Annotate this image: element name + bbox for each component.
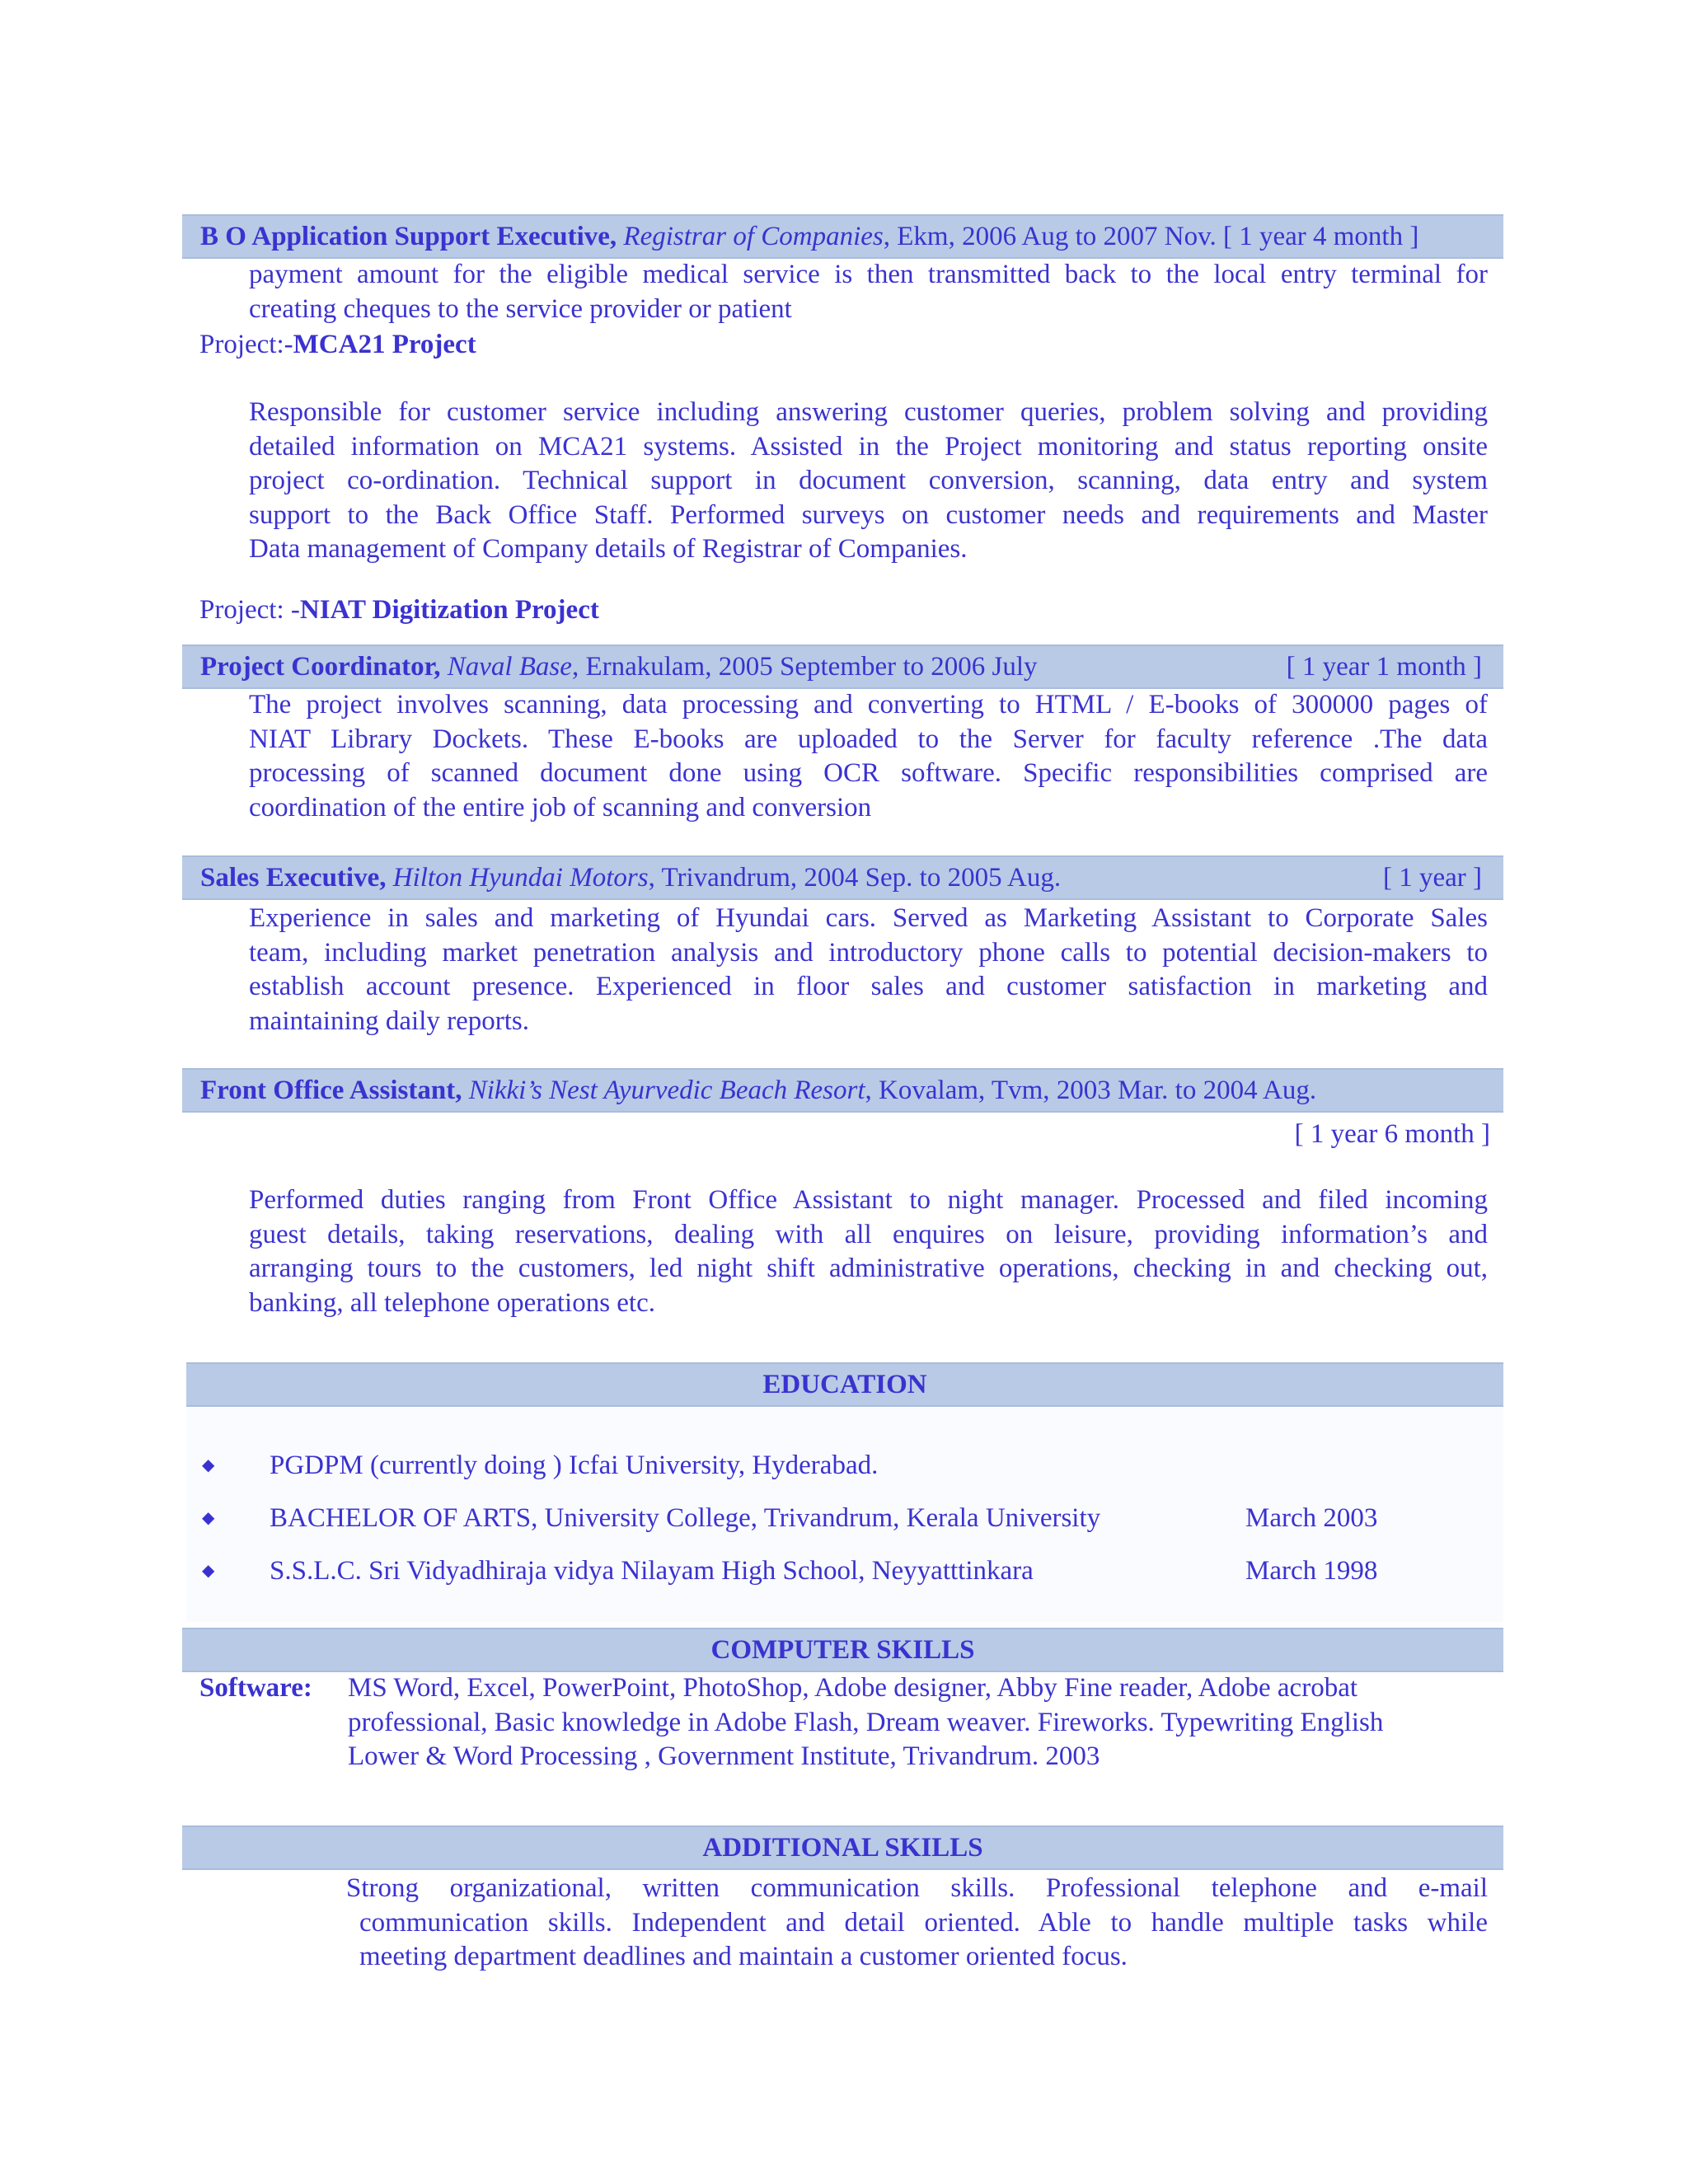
diamond-bullet-icon: ◆: [202, 1562, 215, 1580]
text-line: arranging tours to the customers, led night shift administrative operations, checking in and checking out,: [249, 1254, 1488, 1283]
education-text: BACHELOR OF ARTS, University College, Trivandrum, Kerala University: [270, 1503, 1101, 1533]
text-line: detailed information on MCA21 systems. Assisted in the Project monitoring and status reporting onsite: [249, 431, 1488, 462]
text-line: creating cheques to the service provider or patient: [249, 293, 792, 324]
text-line: MS Word, Excel, PowerPoint, PhotoShop, Adobe designer, Abby Fine reader, Adobe acrobat: [348, 1673, 1358, 1703]
text-line: establish account presence. Experienced in floor sales and customer satisfaction in marketing and: [249, 972, 1488, 1001]
job-title: Sales Executive,: [200, 863, 387, 893]
education-text: PGDPM (currently doing ) Icfai University, Hyderabad.: [270, 1451, 879, 1480]
education-text: S.S.L.C. Sri Vidyadhiraja vidya Nilayam High School, Neyyatttinkara: [270, 1556, 1034, 1586]
project-prefix: Project:-: [199, 330, 293, 359]
project-label-niat: [199, 593, 599, 627]
text-line: team, including market penetration analysis and introductory phone calls to potential decision-makers to: [249, 937, 1488, 968]
project-label-mca21: [199, 328, 476, 362]
text-line: Lower & Word Processing , Government Institute, Trivandrum. 2003: [348, 1741, 1100, 1771]
job-description: [249, 902, 1488, 1038]
project-name: MCA21 Project: [293, 330, 476, 359]
job-details: , Ekm, 2006 Aug to 2007 Nov.: [883, 222, 1217, 251]
section-heading-additional-skills: ADDITIONAL SKILLS: [182, 1825, 1503, 1870]
project-prefix: Project: -: [199, 595, 300, 625]
job-description: [249, 258, 1488, 326]
job-title: B O Application Support Executive,: [200, 222, 617, 251]
skills-label: Software:: [199, 1673, 312, 1703]
job-company: Registrar of Companies: [623, 222, 884, 251]
job-description: [249, 688, 1488, 825]
education-date: March 2003: [1245, 1503, 1378, 1533]
text-line: meeting department deadlines and maintain a customer oriented focus.: [359, 1942, 1128, 1971]
additional-skills-text: [346, 1872, 1488, 1975]
project-name: NIAT Digitization Project: [299, 595, 599, 625]
text-line: banking, all telephone operations etc.: [249, 1287, 656, 1318]
job-header-front-office-assistant: [182, 1068, 1503, 1113]
text-line: Data management of Company details of Registrar of Companies.: [249, 534, 968, 564]
text-line: Responsible for customer service including answering customer queries, problem solving and providing: [249, 397, 1488, 427]
job-duration: [ 1 year 1 month ]: [1286, 652, 1482, 682]
text-line: Performed duties ranging from Front Office Assistant to night manager. Processed and filed incoming: [249, 1185, 1488, 1215]
text-line: Strong organizational, written communication skills. Professional telephone and e-mail: [346, 1873, 1488, 1903]
job-header-project-coordinator: [182, 644, 1503, 689]
job-company: Nikki’s Nest Ayurvedic Beach Resort: [468, 1076, 865, 1105]
job-details: , Trivandrum, 2004 Sep. to 2005 Aug.: [648, 863, 1062, 893]
text-line: NIAT Library Dockets. These E-books are uploaded to the Server for faculty reference .The data: [249, 724, 1488, 754]
job-details: , Kovalam, Tvm, 2003 Mar. to 2004 Aug.: [865, 1076, 1317, 1105]
text-line: guest details, taking reservations, dealing with all enquires on leisure, providing information’s and: [249, 1219, 1488, 1249]
job-company: Naval Base: [447, 652, 572, 682]
text-line: maintaining daily reports.: [249, 1005, 530, 1036]
job-company: Hilton Hyundai Motors: [392, 863, 649, 893]
text-line: The project involves scanning, data processing and converting to HTML / E-books of 300000 pages of: [249, 690, 1488, 719]
section-heading-computer-skills: COMPUTER SKILLS: [182, 1628, 1503, 1672]
text-line: communication skills. Independent and detail oriented. Able to handle multiple tasks while: [359, 1907, 1488, 1938]
job-duration: [ 1 year 4 month ]: [1222, 222, 1419, 251]
text-line: professional, Basic knowledge in Adobe Flash, Dream weaver. Fireworks. Typewriting English: [348, 1707, 1384, 1737]
job-header-bo-application-support: [182, 214, 1503, 259]
diamond-bullet-icon: ◆: [202, 1509, 215, 1527]
job-description: [249, 1183, 1488, 1320]
text-line: payment amount for the eligible medical service is then transmitted back to the local entry terminal for: [249, 260, 1488, 289]
education-date: March 1998: [1245, 1556, 1378, 1586]
skills-text: [348, 1671, 1502, 1774]
text-line: processing of scanned document done using OCR software. Specific responsibilities comprised are: [249, 758, 1488, 788]
job-details: , Ernakulam, 2005 September to 2006 July: [571, 652, 1038, 682]
text-line: coordination of the entire job of scanning and conversion: [249, 792, 872, 823]
text-line: Experience in sales and marketing of Hyundai cars. Served as Marketing Assistant to Corporate Sales: [249, 903, 1488, 933]
job-title: Project Coordinator,: [200, 652, 441, 682]
section-heading-education: EDUCATION: [186, 1362, 1503, 1407]
text-line: project co-ordination. Technical support in document conversion, scanning, data entry and system: [249, 466, 1488, 495]
job-duration: [ 1 year 6 month ]: [1294, 1119, 1490, 1149]
job-header-sales-executive: [182, 855, 1503, 900]
job-duration: [ 1 year ]: [1382, 863, 1482, 893]
project-description: [249, 396, 1488, 567]
text-line: support to the Back Office Staff. Performed surveys on customer needs and requirements and Master: [249, 499, 1488, 530]
diamond-bullet-icon: ◆: [202, 1456, 215, 1474]
job-title: Front Office Assistant,: [200, 1076, 462, 1105]
